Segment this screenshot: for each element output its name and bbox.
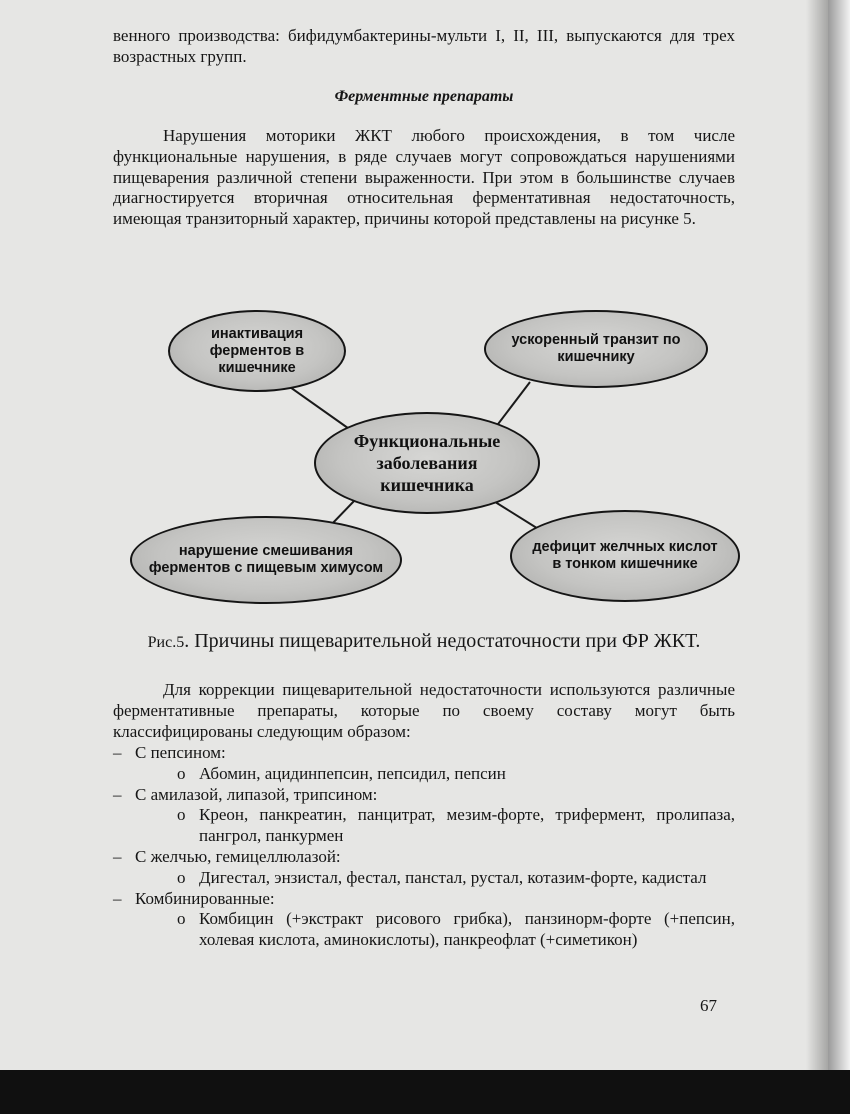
drug-classification-list bbox=[113, 743, 735, 951]
figure-caption-text: . Причины пищеварительной недостаточности при ФР ЖКТ. bbox=[184, 630, 701, 652]
list-item: Комбицин (+экстракт рисового грибка), панзинорм-форте (+пепсин, холевая кислота, аминокислоты), панкреофлат (+симетикон) bbox=[199, 909, 735, 950]
figure-number: Рис.5 bbox=[147, 634, 185, 651]
ellipse-accelerated-transit: ускоренный транзит по кишечнику bbox=[484, 310, 708, 388]
scanner-bottom-band bbox=[0, 1070, 850, 1114]
ellipse-functional-diseases: Функциональные заболевания кишечника bbox=[314, 412, 540, 514]
dash-marker: – bbox=[113, 846, 122, 866]
paragraph-correction: Для коррекции пищеварительной недостаточности используются различные ферментативные препараты, которые по своему составу могут быть классифицированы следующим образом: bbox=[113, 680, 735, 741]
page-edge bbox=[828, 0, 850, 1070]
dash-marker: – bbox=[113, 888, 122, 908]
dash-marker: – bbox=[113, 784, 122, 804]
list-group-combined bbox=[113, 889, 735, 951]
list-group-amylase bbox=[113, 785, 735, 847]
list-item: Абомин, ацидинпепсин, пепсидил, пепсин bbox=[199, 763, 506, 783]
bullet-marker: o bbox=[177, 763, 186, 783]
connector-bottom-right bbox=[492, 500, 540, 530]
list-group-label: С амилазой, липазой, трипсином: bbox=[135, 784, 378, 804]
page-number: 67 bbox=[700, 996, 717, 1015]
list-group-label: Комбинированные: bbox=[135, 888, 275, 908]
list-group-pepsin bbox=[113, 743, 735, 785]
ellipse-bile-acid-deficit: дефицит желчных кислот в тонком кишечнике bbox=[510, 510, 740, 602]
ellipse-mixing-disorder: нарушение смешивания ферментов с пищевым химусом bbox=[130, 516, 402, 604]
paragraph-intro: венного производства: бифидумбактерины-мульти I, II, III, выпускаются для трех возрастных групп. bbox=[113, 26, 735, 66]
paragraph-motility: Нарушения моторики ЖКТ любого происхождения, в том числе функциональные нарушения, в ряде случаев могут сопровождаться нарушениями пищеварения различной степени выраженности. При этом в большинстве случаев диагностируется вторичная относительная ферментативная недостаточность, имеющая транзиторный характер, причины которой представлены на рисунке 5. bbox=[113, 126, 735, 229]
figure-caption bbox=[113, 630, 735, 654]
list-item: Дигестал, энзистал, фестал, панстал, рустал, котазим-форте, кадистал bbox=[199, 867, 707, 887]
bullet-marker: o bbox=[177, 867, 186, 887]
bullet-marker: o bbox=[177, 909, 186, 929]
causes-diagram bbox=[100, 308, 760, 608]
dash-marker: – bbox=[113, 743, 122, 762]
ellipse-enzyme-inactivation: инактивация ферментов в кишечнике bbox=[168, 310, 346, 392]
list-group-label: С пепсином: bbox=[135, 743, 226, 762]
list-item: Креон, панкреатин, панцитрат, мезим-форте, трифермент, пролипаза, пангрол, панкурмен bbox=[199, 805, 735, 846]
bullet-marker: o bbox=[177, 805, 186, 825]
list-group-bile bbox=[113, 847, 735, 889]
section-heading: Ферментные препараты bbox=[334, 88, 514, 105]
list-group-label: С желчью, гемицеллюлазой: bbox=[135, 846, 341, 866]
